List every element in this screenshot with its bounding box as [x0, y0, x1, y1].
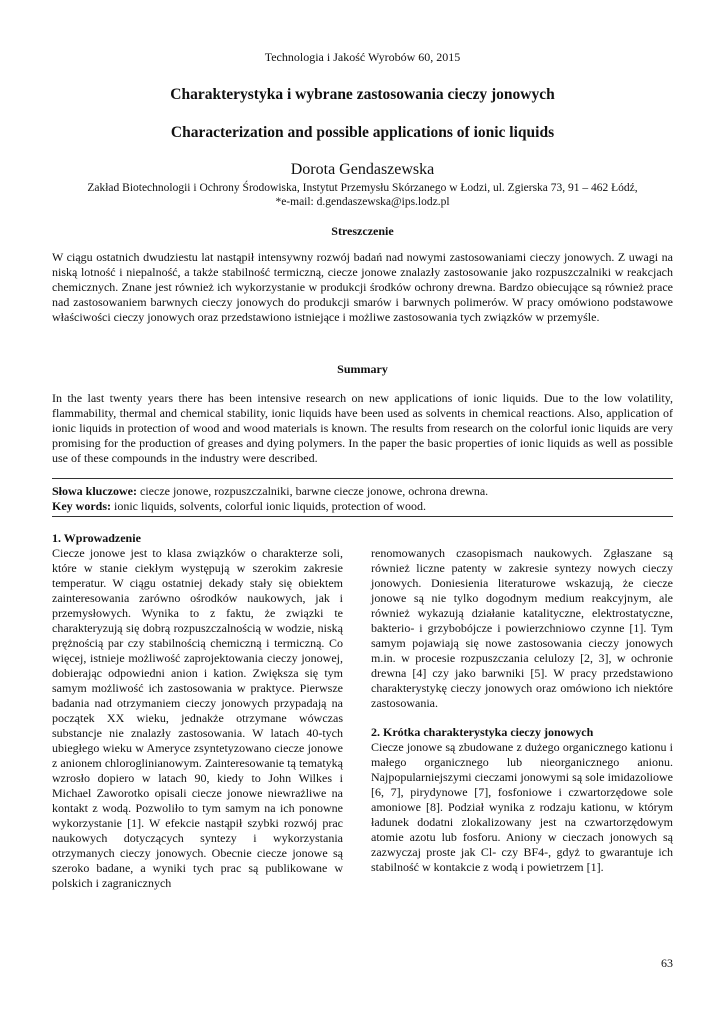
section1-heading: 1. Wprowadzenie: [52, 531, 141, 545]
title-english: Characterization and possible applications of ionic liquids: [170, 124, 555, 141]
journal-header: Technologia i Jakość Wyrobów 60, 2015: [264, 50, 461, 64]
keywords-polish-label: Słowa kluczowe:: [52, 484, 137, 498]
keywords-english: [52, 499, 673, 514]
section2-text: Ciecze jonowe są zbudowane z dużego organicznego kationu i małego organicznego lub nieorganicznego anionu. Najpopularniejszymi cieczami jonowymi są sole imidazoliowe [6, 7], pirydynowe [7], fosfoniowe i czwartorzędowe sole amoniowe [8]. Podział wynika z rodzaju kationu, w którym ładunek dodatni zlokalizowany jest na czwartorzędowym atomie azotu lub fosforu. Aniony w cieczach jonowych są zazwyczaj proste jak Cl- czy BF4-, gdyż to gwarantuje ich stabilność w kontakcie z wodą i powietrzem [1].: [371, 740, 673, 874]
right-column: [371, 546, 673, 875]
left-column: [52, 531, 343, 891]
summary-heading: Summary: [337, 362, 388, 376]
keywords-polish-text: ciecze jonowe, rozpuszczalniki, barwne ciecze jonowe, ochrona drewna.: [137, 484, 489, 498]
affiliation-block: [40, 181, 685, 209]
section1-left-text: Ciecze jonowe jest to klasa związków o charakterze soli, które w stanie ciekłym występują w szerokim zakresie temperatur. W ciągu ostatniej dekady stały się obiektem zainteresowania zarówno ośrodków naukowych, jak i przemysłowych. Wynika to z faktu, że związki te charakteryzują się dobrą rozpuszczalnością w wodzie, niską prężnością par czy stabilnością chemiczną i termiczną. Co więcej, istnieje możliwość zaprojektowania cieczy jonowej, dobierając odpowiedni anion i kation. Zwiększa się tym samym możliwość ich zastosowania w praktyce. Pierwsze badania nad otrzymaniem cieczy jonowych przypadają na początek XX wieku, jednakże otrzymane wówczas substancje nie znalazły zastosowania. W latach 40-tych ubiegłego wieku w Ameryce zsyntetyzowano ciecze jonowe z anionem chloroglinianowym. Zainteresowanie tą tematyką wzrosło dopiero w latach 90, kiedy to John Wilkes i Michael Zaworotko opisali ciecze jonowe niewrażliwe na kontakt z wodą. Pozwoliło to tym samym na ich ponowne wykorzystanie [1]. W efekcie nastąpił szybki rozwój prac naukowych dotyczących syntezy i wykorzystania otrzymanych cieczy jonowych. Obecnie ciecze jonowe są szeroko badane, a wyniki tych prac są publikowane w polskich i zagranicznych: [52, 546, 343, 890]
keywords-top-rule: [52, 478, 673, 479]
keywords-english-text: ionic liquids, solvents, colorful ionic liquids, protection of wood.: [111, 499, 426, 513]
keywords-polish: [52, 484, 673, 499]
author-email[interactable]: *e-mail: d.gendaszewska@ips.lodz.pl: [275, 196, 450, 208]
streszczenie-text: W ciągu ostatnich dwudziestu lat nastąpił intensywny rozwój badań nad nowymi zastosowaniami cieczy jonowych. Z uwagi na niską lotność i niepalność, a także stabilność termiczną, ciecze jonowe znalazły zastosowanie jako rozpuszczalniki w reakcjach chemicznych. Znane jest również ich wykorzystanie w produkcji środków ochrony drewna. Bardzo obiecujące są również prace nad zastosowaniem barwnych cieczy jonowych do produkcji smarów i barwnych polimerów. W pracy omówiono podstawowe właściwości cieczy jonowych oraz przedstawiono istniejące i możliwe zastosowania tych związków w przemyśle.: [52, 250, 673, 324]
affiliation: Zakład Biotechnologii i Ochrony Środowiska, Instytut Przemysłu Skórzanego w Łodzi, ul. Zgierska 73, 91 – 462 Łódź,: [87, 182, 638, 194]
streszczenie-heading: Streszczenie: [331, 224, 394, 238]
summary-text: In the last twenty years there has been intensive research on new applications of ionic liquids. Due to the low volatility, flammability, thermal and chemical stability, ionic liquids have been used as solvents in chemical reactions. Also, application of ionic liquids in protection of wood and wood materials is known. The results from research on the colorful ionic liquids are very promising for the production of greases and dying polymers. In the paper the basic properties of ionic liquids as well as possible use of these compounds in the industry were described.: [52, 391, 673, 465]
keywords-bottom-rule: [52, 516, 673, 517]
page-number: 63: [661, 956, 673, 970]
title-polish: Charakterystyka i wybrane zastosowania cieczy jonowych: [170, 86, 555, 103]
section2-heading: 2. Krótka charakterystyka cieczy jonowych: [371, 725, 594, 739]
section1-right-text: renomowanych czasopismach naukowych. Zgłaszane są również liczne patenty w zakresie syntezy nowych cieczy jonowych. Doniesienia literaturowe wskazują, że ciecze jonowe są nie tylko dogodnym medium reakcyjnym, ale również wykazują działanie katalityczne, elektrostatyczne, bakterio- i grzybobójcze i powierzchniowo czynne [1]. Tym samym pojawiają się nowe zastosowania cieczy jonowych m.in. w procesie rozpuszczania celulozy [2, 3], w ochronie drewna [4] czy jako barwniki [5]. W pracy przedstawiono charakterystykę cieczy jonowych oraz omówiono ich niektóre zastosowania.: [371, 546, 673, 710]
keywords-english-label: Key words:: [52, 499, 111, 513]
author-name: Dorota Gendaszewska: [290, 161, 435, 178]
